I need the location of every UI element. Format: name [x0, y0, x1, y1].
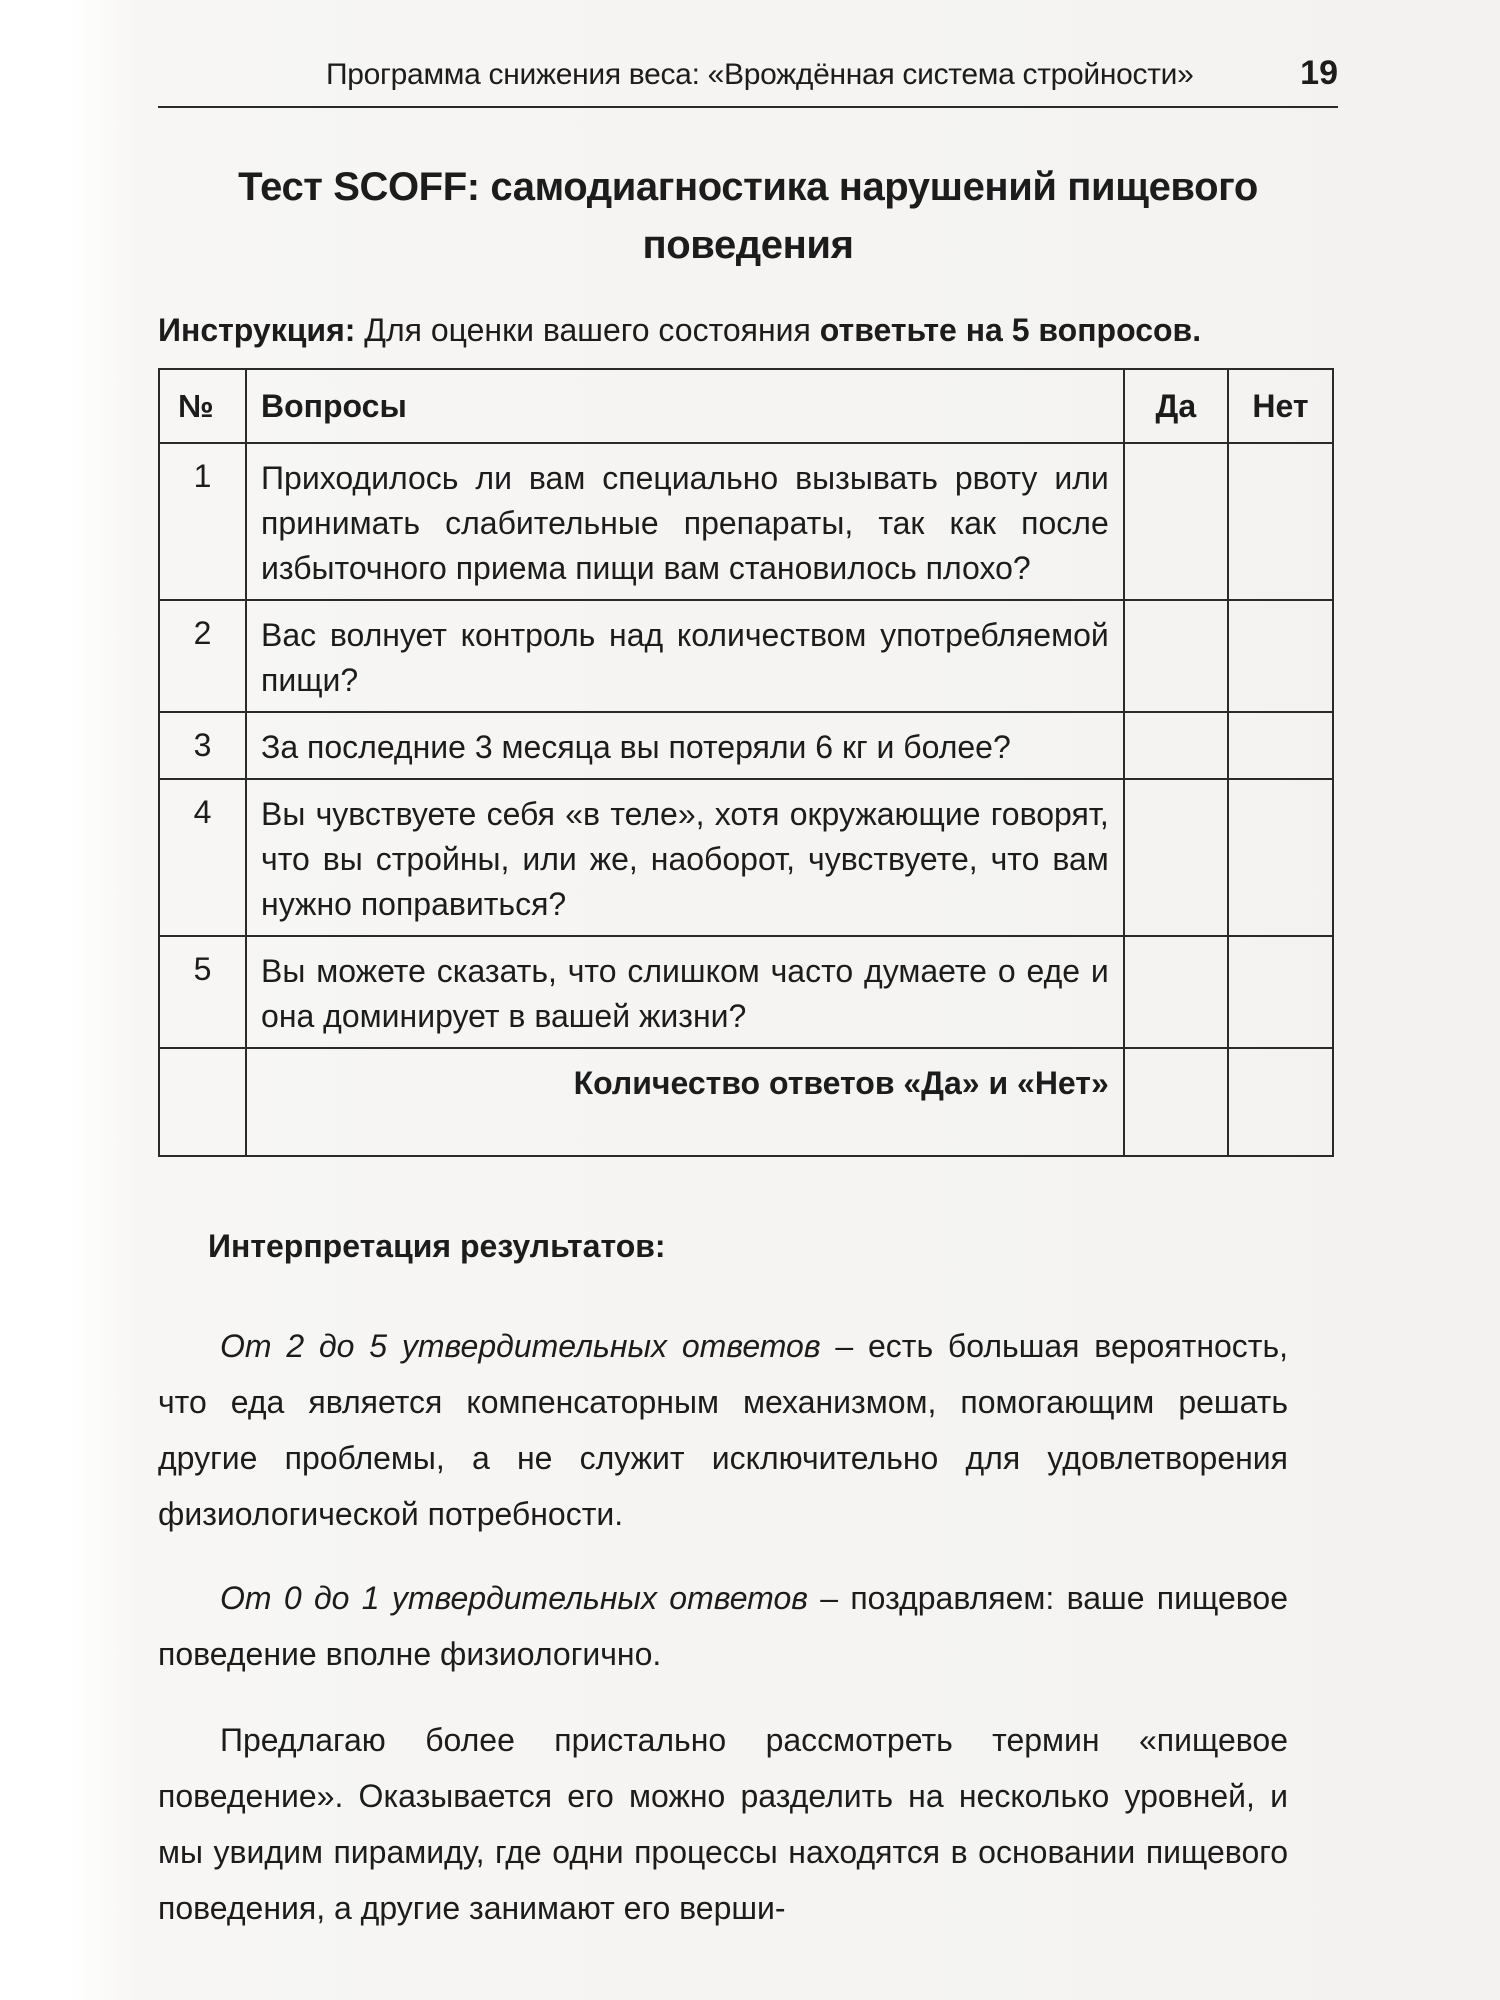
item1-text: – есть большая вероятность, что еда является компенсаторным механизмом, помогающим решать другие проблемы, а не служит исключительно для удовлетворения физиологической потребности.	[158, 1328, 1289, 1532]
row-question: За последние 3 месяца вы потеряли 6 кг и более?	[246, 712, 1124, 779]
item2-text: – поздравляем: ваше пищевое поведение вполне физиологично.	[158, 1580, 1288, 1672]
total-yes-cell[interactable]	[1124, 1048, 1228, 1156]
answer-no-cell[interactable]	[1228, 712, 1333, 779]
table-row	[159, 936, 1333, 1048]
running-head: Программа снижения веса: «Врождённая система стройности»	[326, 58, 1194, 91]
table-total-row	[159, 1048, 1333, 1156]
page-number: 19	[1300, 54, 1338, 92]
row-question: Вас волнует контроль над количеством употребляемой пищи?	[246, 600, 1124, 712]
total-label: Количество ответов «Да» и «Нет»	[246, 1048, 1124, 1156]
total-empty-cell	[159, 1048, 246, 1156]
row-number: 3	[159, 712, 246, 779]
item2-range: От 0 до 1 утвердительных ответов	[220, 1580, 808, 1616]
table-header-row	[159, 369, 1333, 443]
interpretation-item-2	[158, 1570, 1288, 1682]
answer-yes-cell[interactable]	[1124, 779, 1228, 936]
row-question: Приходилось ли вам специально вызывать рвоту или принимать слабительные препараты, так как после избыточного приема пищи вам становилось плохо?	[246, 443, 1124, 600]
body-paragraph: Предлагаю более пристально рассмотреть термин «пищевое поведение». Оказывается его можно разделить на несколько уровней, и мы увидим пирамиду, где одни процессы находятся в основании пищевого поведения, а другие занимают его верши-	[158, 1722, 1288, 1926]
table-row	[159, 443, 1333, 600]
instruction-emphasis: ответьте на 5 вопросов.	[819, 312, 1202, 348]
instruction-line	[158, 308, 1338, 352]
table-row	[159, 600, 1333, 712]
section-title: Тест SCOFF: самодиагностика нарушений пищевого поведения	[238, 165, 1258, 267]
answer-yes-cell[interactable]	[1124, 443, 1228, 600]
row-number: 5	[159, 936, 246, 1048]
table-row	[159, 779, 1333, 936]
page-header	[158, 54, 1338, 108]
instruction-text: Для оценки вашего состояния	[355, 312, 820, 348]
total-no-cell[interactable]	[1228, 1048, 1333, 1156]
row-number: 4	[159, 779, 246, 936]
header-yes: Да	[1124, 369, 1228, 443]
header-number: №	[159, 369, 246, 443]
row-number: 1	[159, 443, 246, 600]
scoff-table	[158, 368, 1334, 1157]
header-no: Нет	[1228, 369, 1333, 443]
answer-no-cell[interactable]	[1228, 600, 1333, 712]
row-question: Вы чувствуете себя «в теле», хотя окружающие говорят, что вы стройны, или же, наоборот, чувствуете, что вам нужно поправиться?	[246, 779, 1124, 936]
answer-yes-cell[interactable]	[1124, 936, 1228, 1048]
item1-range: От 2 до 5 утвердительных ответов	[220, 1328, 821, 1364]
interpretation-heading: Интерпретация результатов:	[208, 1228, 666, 1264]
header-questions: Вопросы	[246, 369, 1124, 443]
answer-no-cell[interactable]	[1228, 779, 1333, 936]
row-question: Вы можете сказать, что слишком часто думаете о еде и она доминирует в вашей жизни?	[246, 936, 1124, 1048]
table-row	[159, 712, 1333, 779]
answer-yes-cell[interactable]	[1124, 712, 1228, 779]
row-number: 2	[159, 600, 246, 712]
answer-no-cell[interactable]	[1228, 936, 1333, 1048]
answer-yes-cell[interactable]	[1124, 600, 1228, 712]
answer-no-cell[interactable]	[1228, 443, 1333, 600]
interpretation-item-1	[158, 1318, 1288, 1542]
instruction-label: Инструкция:	[158, 312, 356, 348]
